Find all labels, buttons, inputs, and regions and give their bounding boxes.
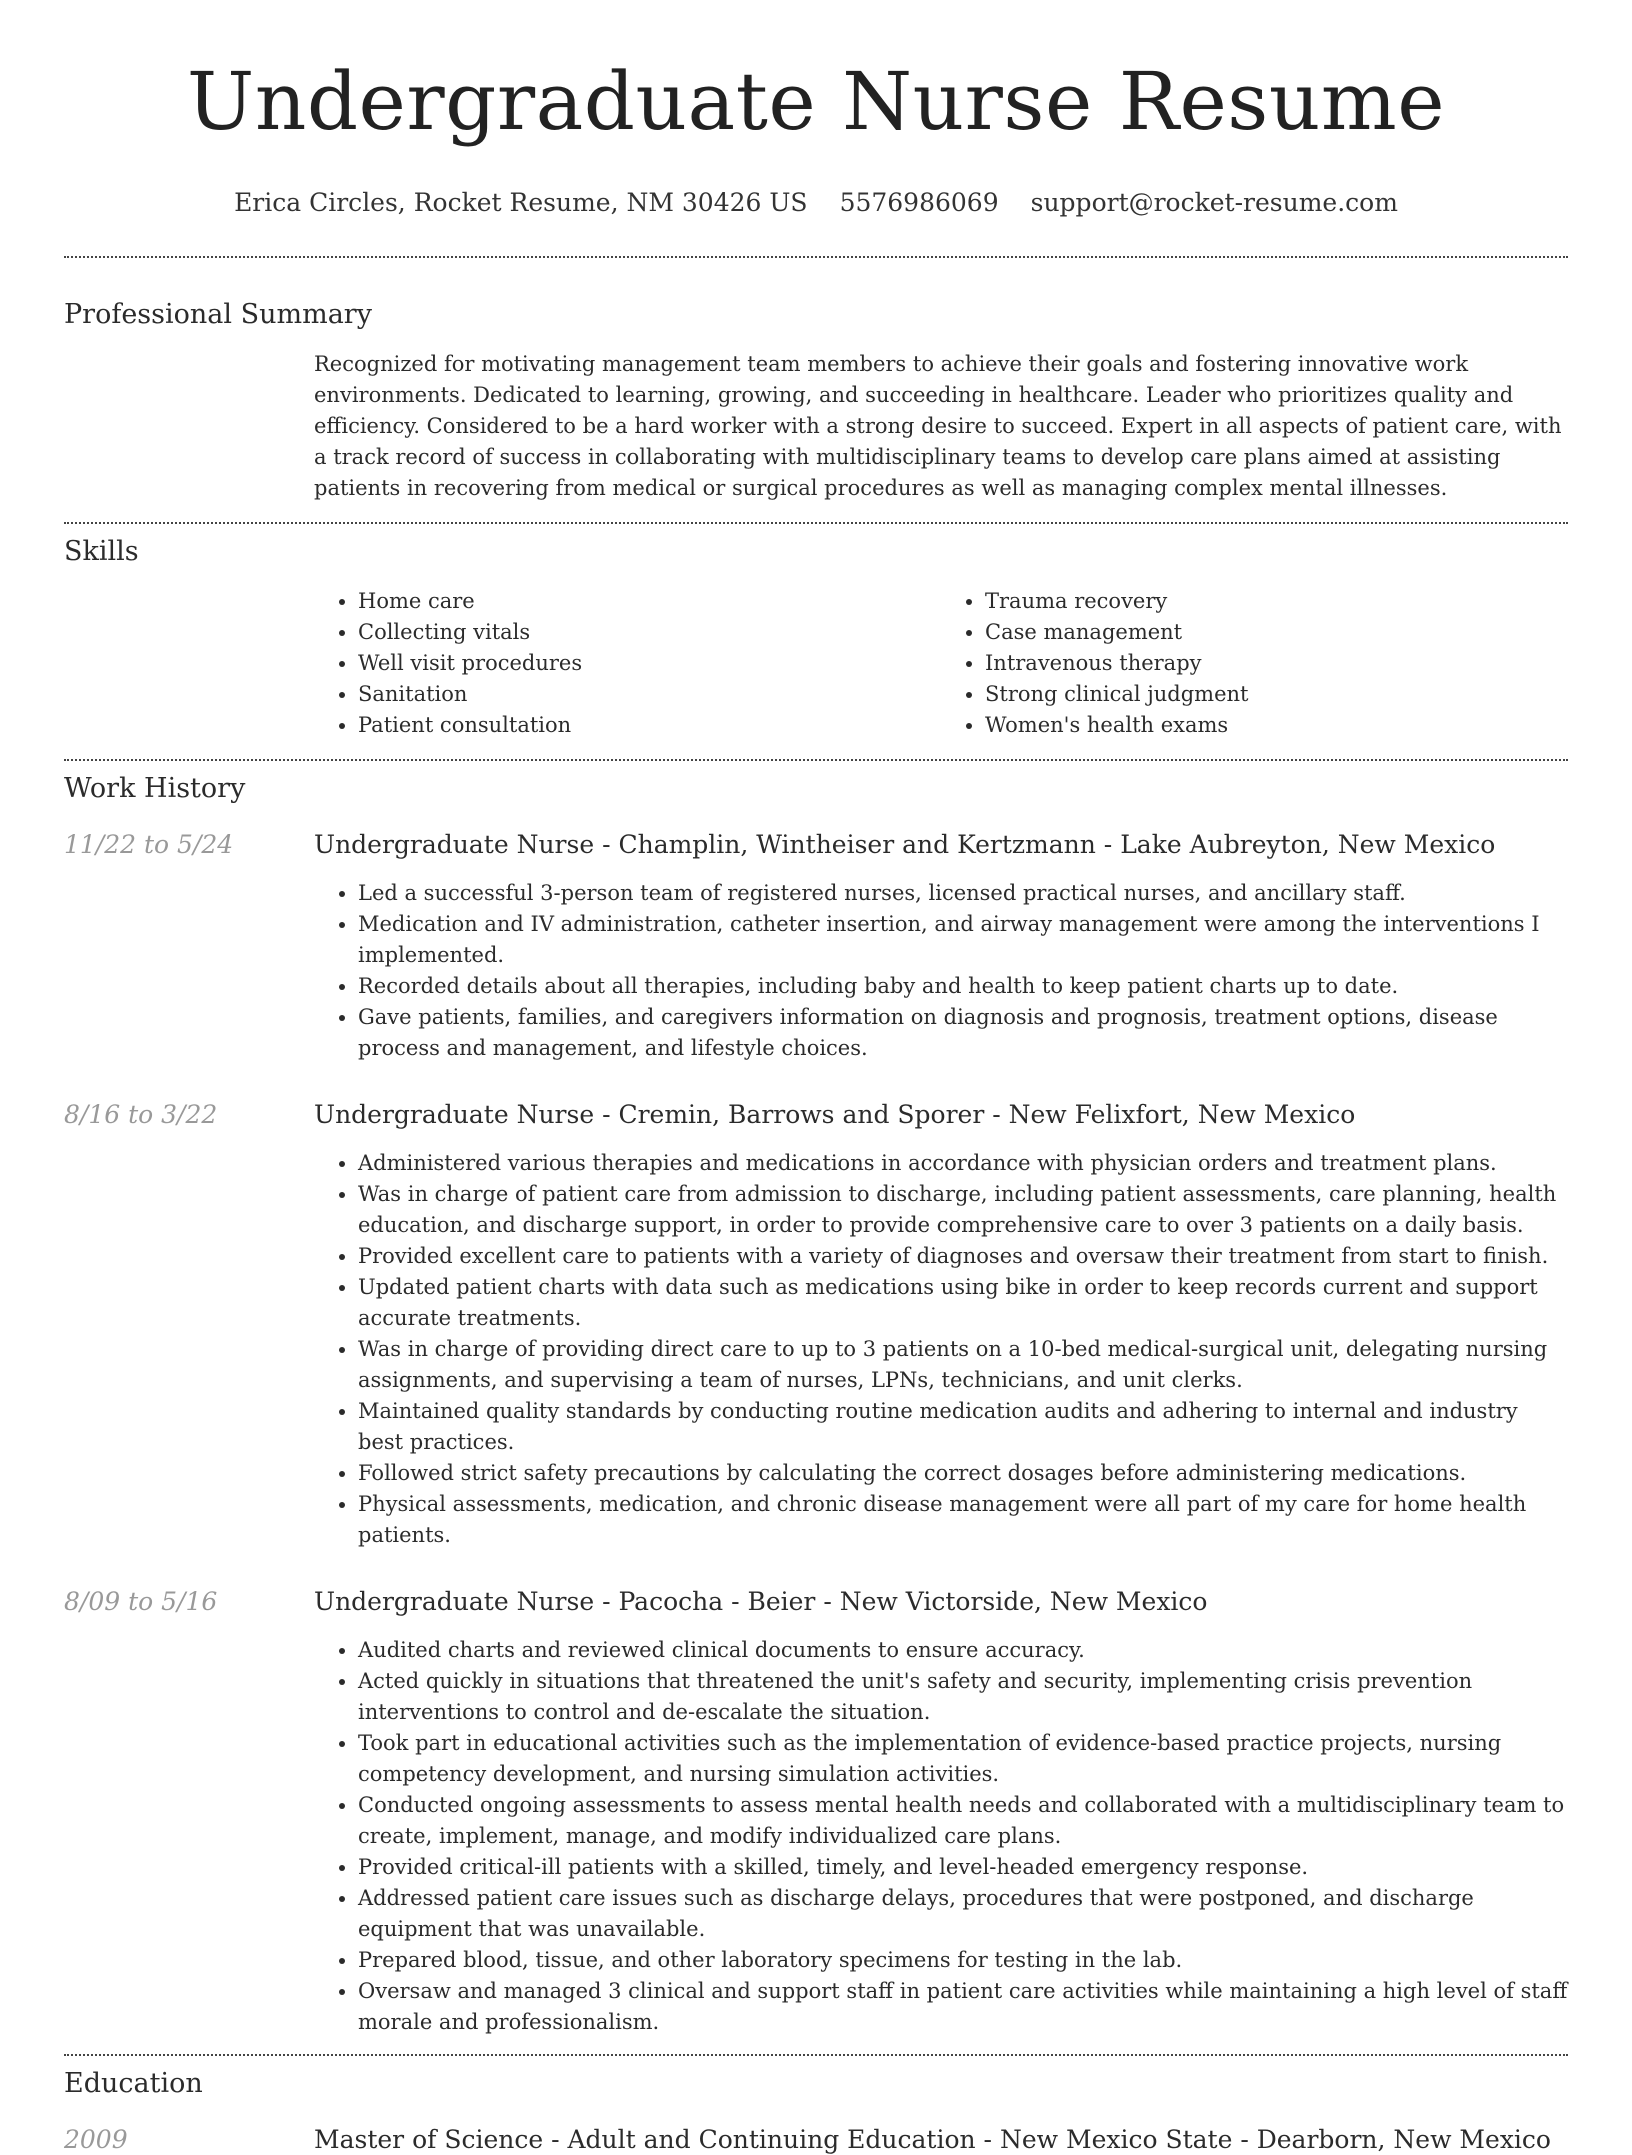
summary-text: Recognized for motivating management team members to achieve their goals and fostering innovative work environments. Dedicated to learning, growing, and succeeding in healthcare. Leader who prioritizes quality and efficiency. Considered to be a hard worker with a strong desire to succeed. Expert in all aspects of patient care, with a track record of success in collaborating with multidisciplinary teams to develop care plans aimed at assisting patients in recovering from medical or surgical procedures as well as managing complex mental illnesses. (314, 352, 1562, 500)
skill-item: • Sanitation (358, 679, 941, 710)
education-body (314, 2125, 1568, 2155)
skills-column-right (941, 586, 1568, 741)
skill-item: • Well visit procedures (358, 648, 941, 679)
skills-divider (64, 759, 1568, 761)
job-bullet: • Took part in educational activities such as the implementation of evidence-based practice projects, nursing competency development, and nursing simulation activities. (358, 1728, 1568, 1790)
job-dates: 11/22 to 5/24 (64, 830, 234, 859)
skill-item: • Collecting vitals (358, 617, 941, 648)
education-title: Master of Science - Adult and Continuing Education - New Mexico State - Dearborn, New Mexico (314, 2125, 1551, 2154)
job-bullet: • Provided excellent care to patients with a variety of diagnoses and oversaw their treatment from start to finish. (358, 1241, 1568, 1272)
job-bullet: • Was in charge of patient care from admission to discharge, including patient assessments, care planning, health education, and discharge support, in order to provide comprehensive care to over 3 patients on a daily basis. (358, 1179, 1568, 1241)
job-body (314, 1100, 1568, 1551)
skills-column-left (314, 586, 941, 741)
skill-item: • Strong clinical judgment (985, 679, 1568, 710)
skill-item: • Women's health exams (985, 710, 1568, 741)
skill-item: • Patient consultation (358, 710, 941, 741)
skill-item: • Case management (985, 617, 1568, 648)
header-divider (64, 256, 1568, 258)
professional-summary-section (64, 298, 1568, 504)
job-bullet: • Audited charts and reviewed clinical documents to ensure accuracy. (358, 1635, 1568, 1666)
work-history-divider (64, 2054, 1568, 2056)
job-entry (64, 1587, 1568, 2038)
summary-content (314, 349, 1568, 504)
work-history-heading: Work History (64, 773, 246, 804)
job-bullet: • Conducted ongoing assessments to assess mental health needs and collaborated with a multidisciplinary team to create, implement, manage, and modify individualized care plans. (358, 1790, 1568, 1852)
education-heading: Education (64, 2068, 203, 2099)
job-bullet: • Updated patient charts with data such as medications using bike in order to keep records current and support accurate treatments. (358, 1272, 1568, 1334)
job-title: Undergraduate Nurse - Cremin, Barrows and Sporer - New Felixfort, New Mexico (314, 1100, 1356, 1129)
job-title: Undergraduate Nurse - Pacocha - Beier - New Victorside, New Mexico (314, 1587, 1208, 1616)
job-bullet: • Maintained quality standards by conducting routine medication audits and adhering to internal and industry best practices. (358, 1396, 1568, 1458)
job-bullet: • Gave patients, families, and caregivers information on diagnosis and prognosis, treatment options, disease process and management, and lifestyle choices. (358, 1002, 1568, 1064)
education-entry (64, 2125, 1568, 2155)
job-bullet: • Prepared blood, tissue, and other laboratory specimens for testing in the lab. (358, 1945, 1568, 1976)
job-bullets (314, 1148, 1568, 1551)
skill-item: • Intravenous therapy (985, 648, 1568, 679)
resume-page (64, 0, 1568, 2155)
job-bullet: • Was in charge of providing direct care to up to 3 patients on a 10-bed medical-surgical unit, delegating nursing assignments, and supervising a team of nurses, LPNs, technicians, and unit clerks. (358, 1334, 1568, 1396)
job-dates: 8/16 to 3/22 (64, 1100, 218, 1129)
job-entry (64, 830, 1568, 1064)
skill-item: • Home care (358, 586, 941, 617)
job-bullet: • Oversaw and managed 3 clinical and support staff in patient care activities while maintaining a high level of staff morale and professionalism. (358, 1976, 1568, 2038)
contact-phone: 5576986069 (839, 188, 999, 217)
job-bullet: • Physical assessments, medication, and chronic disease management were all part of my care for home health patients. (358, 1489, 1568, 1551)
job-bullets (314, 1635, 1568, 2038)
skills-heading: Skills (64, 536, 139, 567)
contact-email: support@rocket-resume.com (1030, 188, 1398, 217)
resume-title: Undergraduate Nurse Resume (186, 55, 1446, 148)
job-bullet: • Addressed patient care issues such as discharge delays, procedures that were postponed, and discharge equipment that was unavailable. (358, 1883, 1568, 1945)
contact-address: Erica Circles, Rocket Resume, NM 30426 US (234, 188, 808, 217)
job-bullet: • Administered various therapies and medications in accordance with physician orders and treatment plans. (358, 1148, 1568, 1179)
skills-grid (314, 586, 1568, 741)
contact-line (64, 188, 1568, 218)
skills-section (64, 535, 1568, 741)
work-history-section (64, 772, 1568, 2038)
summary-divider (64, 522, 1568, 524)
summary-heading: Professional Summary (64, 299, 372, 330)
job-dates: 8/09 to 5/16 (64, 1587, 218, 1616)
job-body (314, 830, 1568, 1064)
job-body (314, 1587, 1568, 2038)
job-bullets (314, 878, 1568, 1064)
job-bullet: • Acted quickly in situations that threatened the unit's safety and security, implementing crisis prevention interventions to control and de-escalate the situation. (358, 1666, 1568, 1728)
education-year: 2009 (64, 2125, 128, 2154)
job-title: Undergraduate Nurse - Champlin, Wintheiser and Kertzmann - Lake Aubreyton, New Mexico (314, 830, 1496, 859)
job-entry (64, 1100, 1568, 1551)
skill-item: • Trauma recovery (985, 586, 1568, 617)
job-bullet: • Followed strict safety precautions by calculating the correct dosages before administering medications. (358, 1458, 1568, 1489)
job-bullet: • Recorded details about all therapies, including baby and health to keep patient charts up to date. (358, 971, 1568, 1002)
education-section (64, 2067, 1568, 2155)
job-bullet: • Provided critical-ill patients with a skilled, timely, and level-headed emergency response. (358, 1852, 1568, 1883)
job-bullet: • Medication and IV administration, catheter insertion, and airway management were among the interventions I implemented. (358, 909, 1568, 971)
job-bullet: • Led a successful 3-person team of registered nurses, licensed practical nurses, and ancillary staff. (358, 878, 1568, 909)
